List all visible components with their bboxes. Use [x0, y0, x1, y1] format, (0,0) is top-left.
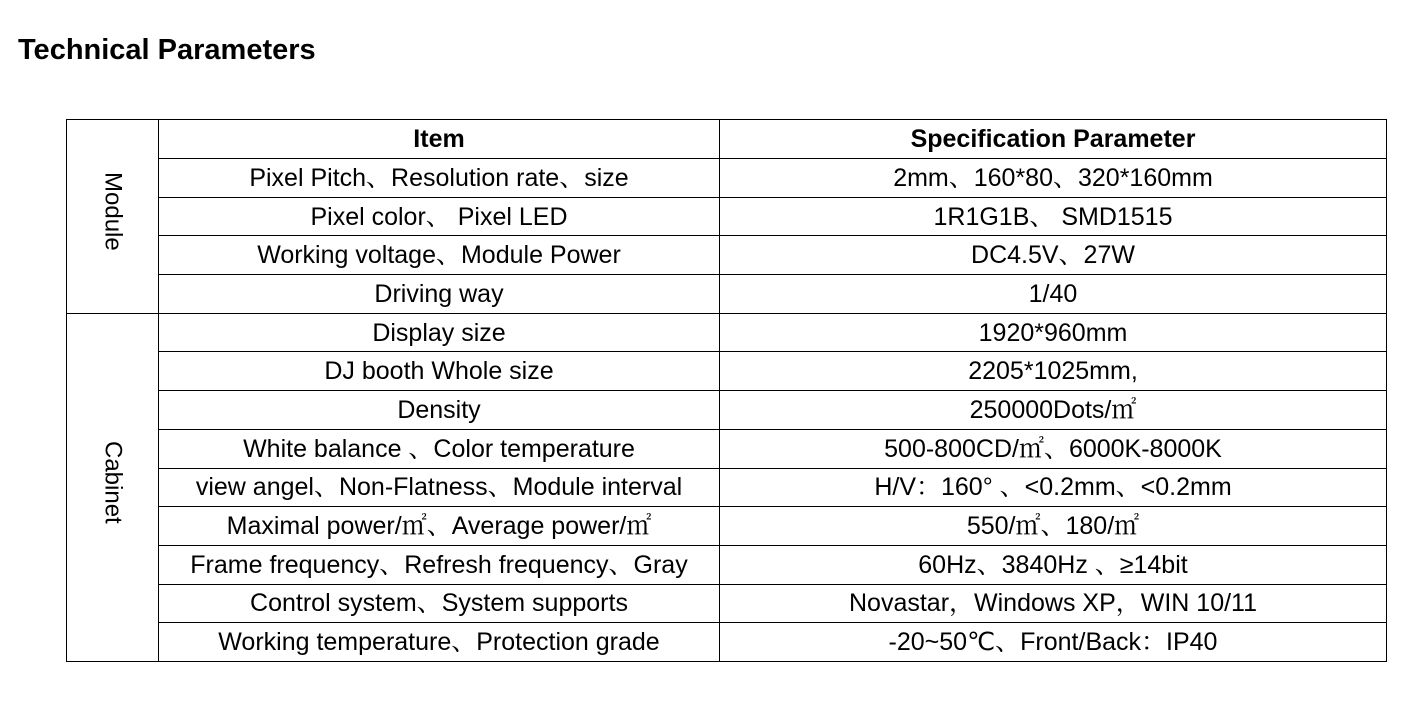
spec-cell: 2205*1025mm, [720, 352, 1387, 391]
table-row [67, 429, 1387, 468]
spec-cell: -20~50℃、Front/Back：IP40 [720, 623, 1387, 662]
item-cell: Working voltage、Module Power [159, 236, 720, 275]
item-cell: Pixel Pitch、Resolution rate、size [159, 159, 720, 198]
spec-cell: 500-800CD/㎡、6000K-8000K [720, 429, 1387, 468]
item-cell: Working temperature、Protection grade [159, 623, 720, 662]
spec-cell: 1R1G1B、 SMD1515 [720, 197, 1387, 236]
table-row [67, 623, 1387, 662]
spec-cell: Novastar，Windows XP，WIN 10/11 [720, 584, 1387, 623]
group-label-text: Cabinet [99, 440, 127, 524]
spec-cell: 60Hz、3840Hz 、≥14bit [720, 545, 1387, 584]
group-label-text: Module [99, 172, 127, 251]
table-row [67, 120, 1387, 159]
item-cell: view angel、Non-Flatness、Module interval [159, 468, 720, 507]
spec-cell: 250000Dots/㎡ [720, 391, 1387, 430]
table-row [67, 584, 1387, 623]
item-cell: Driving way [159, 275, 720, 314]
group-label-module [67, 120, 159, 314]
table-row [67, 545, 1387, 584]
spec-table [66, 119, 1387, 662]
table-row [67, 313, 1387, 352]
table-row [67, 159, 1387, 198]
spec-cell: 1920*960mm [720, 313, 1387, 352]
table-row [67, 507, 1387, 546]
item-cell: Maximal power/㎡、Average power/㎡ [159, 507, 720, 546]
item-cell: White balance 、Color temperature [159, 429, 720, 468]
page-title: Technical Parameters [18, 34, 316, 66]
table-row [67, 275, 1387, 314]
spec-cell: 550/㎡、180/㎡ [720, 507, 1387, 546]
item-cell: Frame frequency、Refresh frequency、Gray [159, 545, 720, 584]
item-cell: Control system、System supports [159, 584, 720, 623]
table-row [67, 197, 1387, 236]
spec-cell: H/V：160° 、<0.2mm、<0.2mm [720, 468, 1387, 507]
item-cell: Pixel color、 Pixel LED [159, 197, 720, 236]
group-label-cabinet [67, 313, 159, 661]
spec-cell: 1/40 [720, 275, 1387, 314]
table-row [67, 391, 1387, 430]
spec-cell: 2mm、160*80、320*160mm [720, 159, 1387, 198]
table-row [67, 236, 1387, 275]
header-item: Item [159, 120, 720, 159]
header-spec: Specification Parameter [720, 120, 1387, 159]
item-cell: DJ booth Whole size [159, 352, 720, 391]
table-row [67, 468, 1387, 507]
item-cell: Display size [159, 313, 720, 352]
item-cell: Density [159, 391, 720, 430]
table-row [67, 352, 1387, 391]
spec-cell: DC4.5V、27W [720, 236, 1387, 275]
